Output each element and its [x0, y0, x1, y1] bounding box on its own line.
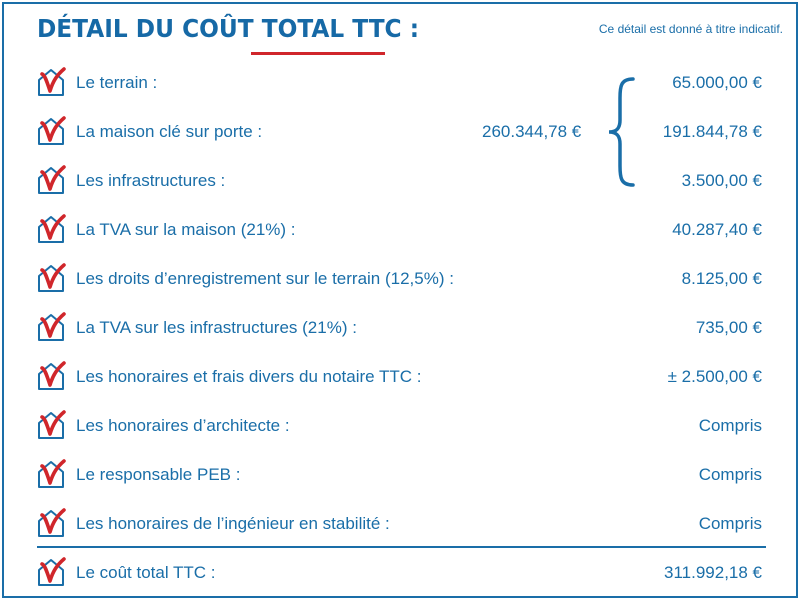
- cost-value: 65.000,00 €: [672, 73, 762, 92]
- house-check-icon: [36, 557, 66, 587]
- cost-value: Compris: [698, 465, 762, 484]
- house-check-icon: [36, 165, 66, 195]
- cost-label: La maison clé sur porte :: [76, 122, 263, 141]
- total-label: Le coût total TTC :: [76, 563, 216, 582]
- cost-value: Compris: [698, 514, 762, 533]
- house-check-icon: [36, 263, 66, 293]
- house-check-icon: [36, 214, 66, 244]
- cost-value: 191.844,78 €: [662, 122, 762, 141]
- total-divider: [37, 546, 766, 548]
- cost-label: Le terrain :: [76, 73, 158, 92]
- house-check-icon: [36, 361, 66, 391]
- disclaimer-note: Ce détail est donné à titre indicatif.: [598, 22, 783, 36]
- cost-row-infrastructures: [36, 165, 766, 195]
- cost-row-droits-enregistrement: [36, 263, 766, 293]
- cost-label: La TVA sur la maison (21%) :: [76, 220, 296, 239]
- cost-label: Le responsable PEB :: [76, 465, 241, 484]
- cost-row-peb: [36, 459, 766, 489]
- cost-label: Les honoraires et frais divers du notaire TTC :: [76, 367, 422, 386]
- page-title: DÉTAIL DU COÛT TOTAL TTC :: [37, 14, 420, 43]
- curly-brace-icon: [603, 76, 643, 188]
- grouped-subtotal: 260.344,78 €: [482, 122, 582, 141]
- cost-value: 735,00 €: [695, 318, 762, 337]
- cost-row-terrain: [36, 67, 766, 97]
- cost-label: Les infrastructures :: [76, 171, 226, 190]
- cost-row-tva-infrastructures: [36, 312, 766, 342]
- cost-value: 3.500,00 €: [681, 171, 762, 190]
- cost-label: Les honoraires d’architecte :: [76, 416, 290, 435]
- house-check-icon: [36, 67, 66, 97]
- house-check-icon: [36, 116, 66, 146]
- cost-value: Compris: [698, 416, 762, 435]
- cost-row-ingenieur: [36, 508, 766, 538]
- cost-row-total: [36, 557, 766, 587]
- cost-label: Les honoraires de l’ingénieur en stabilité :: [76, 514, 390, 533]
- total-value: 311.992,18 €: [664, 563, 762, 582]
- house-check-icon: [36, 459, 66, 489]
- cost-value: ± 2.500,00 €: [667, 367, 762, 386]
- cost-row-notaire: [36, 361, 766, 391]
- title-underline: [251, 52, 385, 55]
- cost-value: 40.287,40 €: [672, 220, 762, 239]
- house-check-icon: [36, 508, 66, 538]
- cost-label: Les droits d’enregistrement sur le terrain (12,5%) :: [76, 269, 454, 288]
- cost-row-architecte: [36, 410, 766, 440]
- house-check-icon: [36, 410, 66, 440]
- cost-row-maison: [36, 116, 766, 146]
- house-check-icon: [36, 312, 66, 342]
- cost-row-tva-maison: [36, 214, 766, 244]
- cost-value: 8.125,00 €: [681, 269, 762, 288]
- cost-label: La TVA sur les infrastructures (21%) :: [76, 318, 357, 337]
